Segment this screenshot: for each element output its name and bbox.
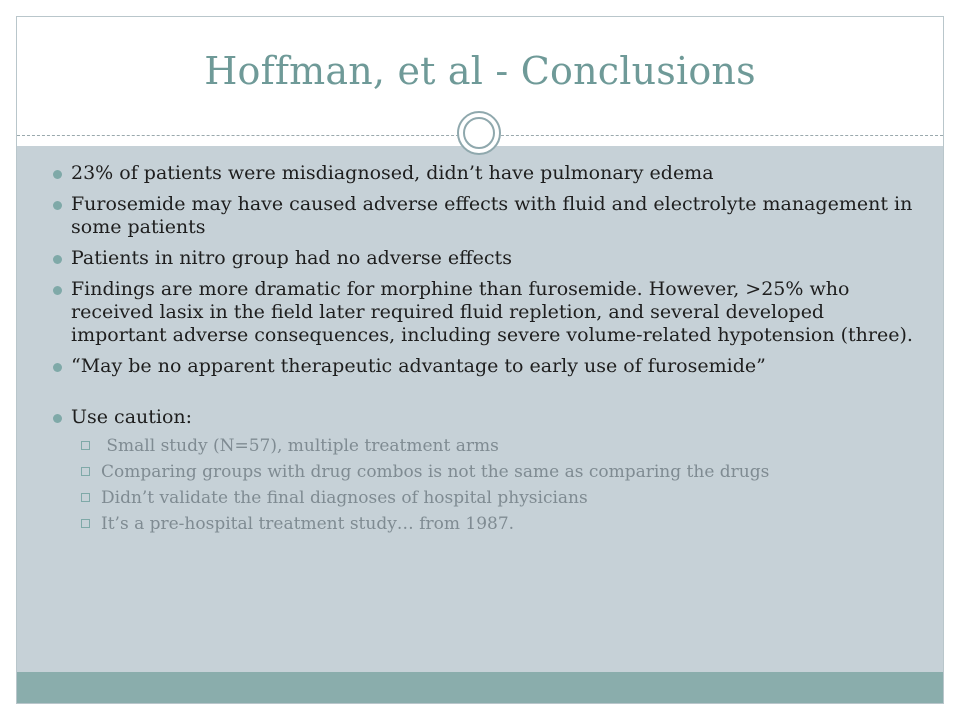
circle-ornament-icon [457,111,501,155]
bullet-text: 23% of patients were misdiagnosed, didn’t have pulmonary edema [71,162,714,184]
sub-item-text: Didn’t validate the final diagnoses of hospital physicians [101,488,588,508]
bullet-text: Patients in nitro group had no adverse effects [71,247,512,269]
bullet-text: Findings are more dramatic for morphine than furosemide. However, >25% who received lasix in the field later required fluid repletion, and several developed important adverse consequences, including severe volume-related hypotension (three). [71,278,913,346]
caution-sublist [71,433,923,537]
hollow-square-bullet-icon [81,441,90,450]
hollow-square-bullet-icon [81,493,90,502]
hollow-square-bullet-icon [81,467,90,476]
bullet-item [53,355,923,378]
slide-title: Hoffman, et al - Conclusions [204,49,756,93]
sub-item [71,511,923,537]
bullet-text: Furosemide may have caused adverse effects with fluid and electrolyte management in some patients [71,193,913,238]
sub-item-text: It’s a pre-hospital treatment study… from 1987. [101,514,515,534]
sub-item [71,433,923,459]
slide [16,16,944,704]
circle-ornament-inner [463,117,495,149]
footer-band [17,672,943,703]
bullet-item [53,278,923,347]
hollow-square-bullet-icon [81,519,90,528]
bullet-text: “May be no apparent therapeutic advantage to early use of furosemide” [71,355,766,377]
sub-item-text: Comparing groups with drug combos is not the same as comparing the drugs [101,462,770,482]
bullet-item [53,162,923,185]
caution-label: Use caution: [71,406,193,428]
sub-item-text: Small study (N=57), multiple treatment arms [101,436,499,456]
sub-item [71,459,923,485]
bullet-list [53,162,923,541]
bullet-item [53,193,923,239]
bullet-item [53,247,923,270]
caution-bullet [53,406,923,537]
sub-item [71,485,923,511]
